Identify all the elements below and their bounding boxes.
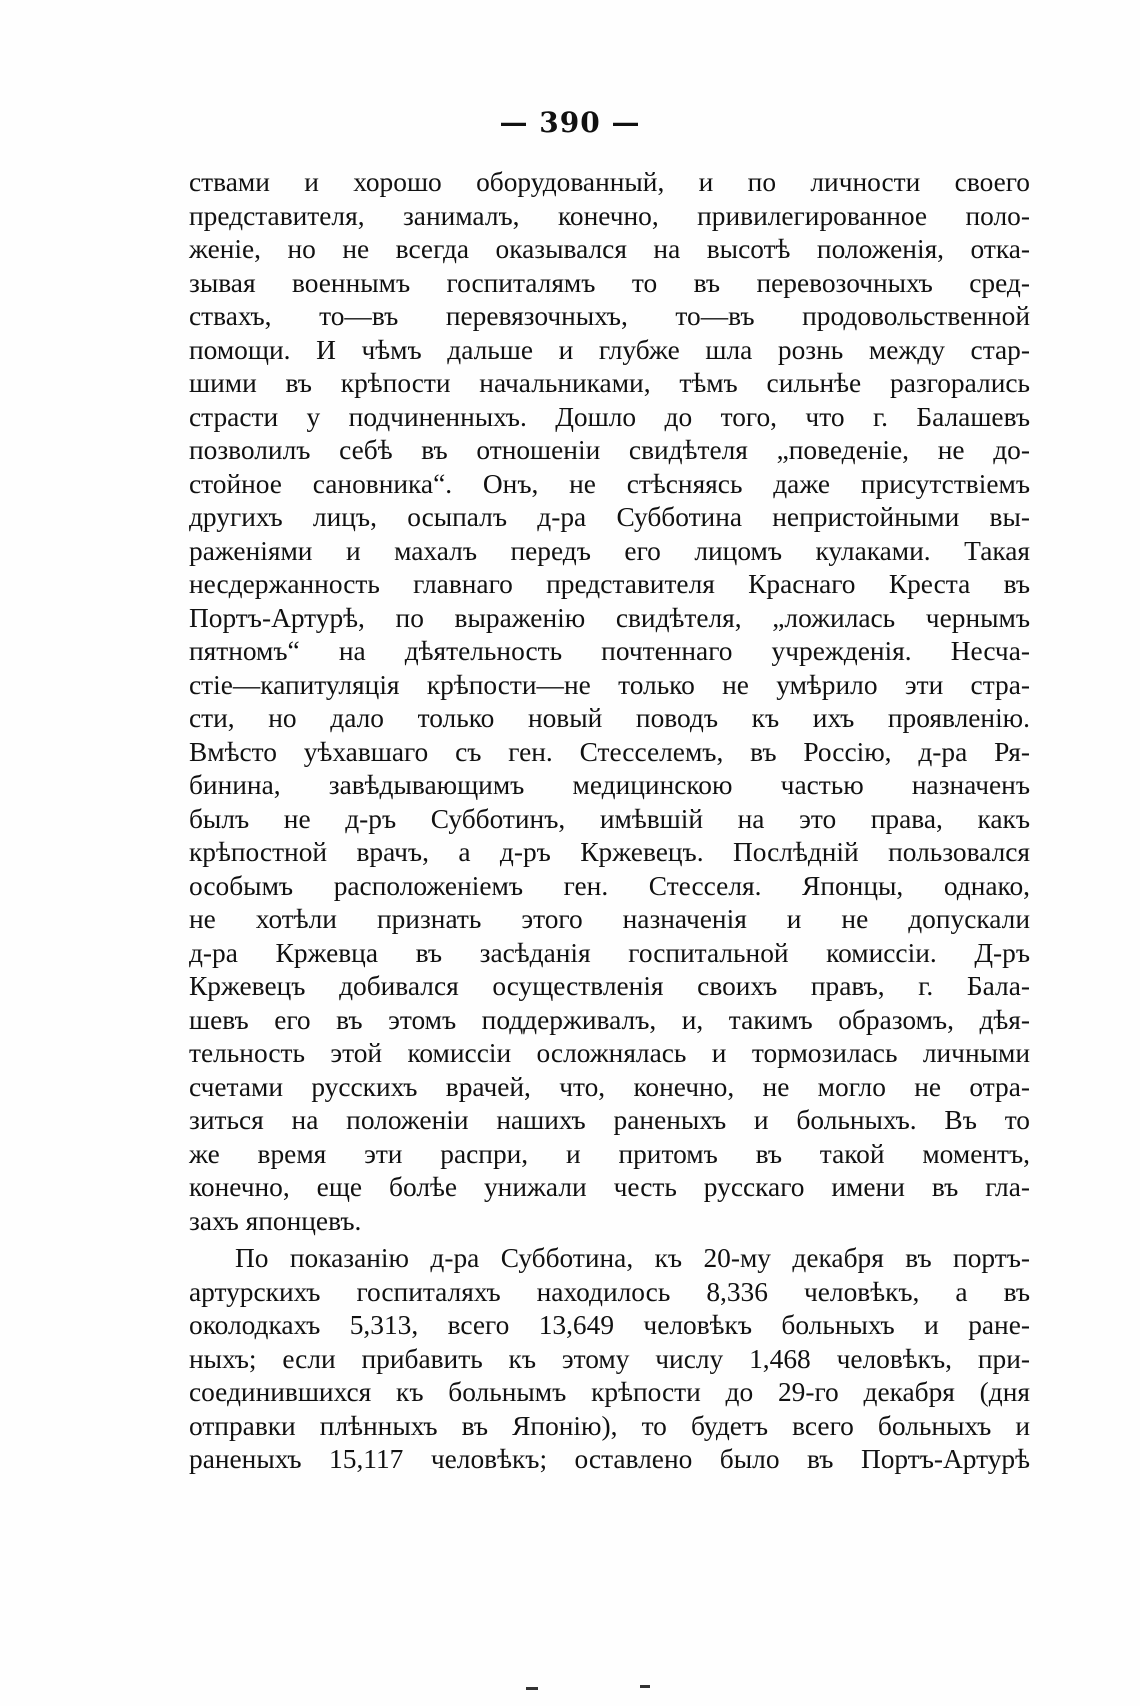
text-line: счетами русскихъ врачей, что, конечно, не могло не отра-: [189, 1071, 1030, 1102]
scan-speck: [640, 1685, 650, 1688]
text-line: зывая военнымъ госпиталямъ то въ перевозочныхъ сред-: [189, 267, 1030, 298]
text-line: конечно, еще болѣе унижали честь русскаго имени въ гла-: [189, 1172, 1030, 1202]
paragraph-1: [189, 166, 1030, 1238]
paragraph-2: [189, 1242, 1030, 1477]
text-line: Кржевецъ добивался осуществленія своихъ правъ, г. Бала-: [189, 971, 1030, 1001]
text-line: д-ра Кржевца въ засѣданія госпитальной комиссіи. Д-ръ: [189, 937, 1030, 968]
text-line: захъ японцевъ.: [189, 1205, 362, 1236]
text-line: представителя, занималъ, конечно, привилегированное поло-: [189, 200, 1030, 231]
text-line: стойное сановника“. Онъ, не стѣсняясь даже присутствіемъ: [189, 468, 1030, 499]
text-line: раженіями и махалъ передъ его лицомъ кулаками. Такая: [189, 535, 1030, 566]
text-line: другихъ лицъ, осыпалъ д-ра Субботина непристойными вы-: [189, 502, 1030, 532]
text-line: шими въ крѣпости начальниками, тѣмъ сильнѣе разгорались: [189, 368, 1030, 398]
scan-speck: [526, 1687, 538, 1690]
text-line: крѣпостной врачъ, а д-ръ Кржевецъ. Послѣдній пользовался: [189, 837, 1030, 867]
text-line: не хотѣли признать этого назначенія и не допускали: [189, 904, 1030, 934]
text-line: женіе, но не всегда оказывался на высотѣ положенія, отка-: [189, 234, 1030, 264]
text-line: околодкахъ 5,313, всего 13,649 человѣкъ больныхъ и ране-: [189, 1310, 1030, 1340]
text-line: пятномъ“ на дѣятельность почтеннаго учрежденія. Несча-: [189, 636, 1030, 666]
text-line: шевъ его въ этомъ поддерживалъ, и, такимъ образомъ, дѣя-: [189, 1004, 1030, 1035]
text-line: раненыхъ 15,117 человѣкъ; оставлено было въ Портъ-Артурѣ: [189, 1444, 1030, 1474]
text-line: сти, но дало только новый поводъ къ ихъ проявленію.: [189, 703, 1030, 733]
text-line: По показанію д-ра Субботина, къ 20-му декабря въ портъ-: [235, 1243, 1030, 1273]
text-line: зиться на положеніи нашихъ раненыхъ и больныхъ. Въ то: [189, 1105, 1030, 1135]
text-line: особымъ расположеніемъ ген. Стесселя. Японцы, однако,: [189, 870, 1030, 901]
text-line: стіе—капитуляція крѣпости—не только не умѣрило эти стра-: [189, 669, 1030, 700]
body-text: [189, 166, 1030, 1477]
text-line: несдержанность главнаго представителя Краснаго Креста въ: [189, 569, 1030, 599]
text-line: ствахъ, то—въ перевязочныхъ, то—въ продовольственной: [189, 301, 1030, 331]
text-line: бинина, завѣдывающимъ медицинскою частью назначенъ: [189, 770, 1030, 800]
text-line: Вмѣсто уѣхавшаго съ ген. Стесселемъ, въ Россію, д-ра Ря-: [189, 736, 1030, 767]
text-line: тельность этой комиссіи осложнялась и тормозилась личными: [189, 1038, 1030, 1068]
text-line: былъ не д-ръ Субботинъ, имѣвшій на это права, какъ: [189, 803, 1030, 834]
text-line: же время эти распри, и притомъ въ такой моментъ,: [189, 1138, 1030, 1169]
text-line: позволилъ себѣ въ отношеніи свидѣтеля „поведеніе, не до-: [189, 435, 1030, 465]
text-line: артурскихъ госпиталяхъ находилось 8,336 человѣкъ, а въ: [189, 1276, 1030, 1307]
text-line: ныхъ; если прибавить къ этому числу 1,468 человѣкъ, при-: [189, 1343, 1030, 1374]
text-line: Портъ-Артурѣ, по выраженію свидѣтеля, „ложилась чернымъ: [189, 602, 1030, 633]
text-line: соединившихся къ больнымъ крѣпости до 29-го декабря (дня: [189, 1377, 1030, 1407]
page-number: — 390 —: [499, 106, 641, 139]
text-line: отправки плѣнныхъ въ Японію), то будетъ всего больныхъ и: [189, 1410, 1030, 1441]
text-line: помощи. И чѣмъ дальше и глубже шла рознь между стар-: [189, 334, 1030, 365]
text-line: страсти у подчиненныхъ. Дошло до того, что г. Балашевъ: [189, 401, 1030, 432]
text-line: ствами и хорошо оборудованный, и по личности своего: [189, 167, 1030, 197]
